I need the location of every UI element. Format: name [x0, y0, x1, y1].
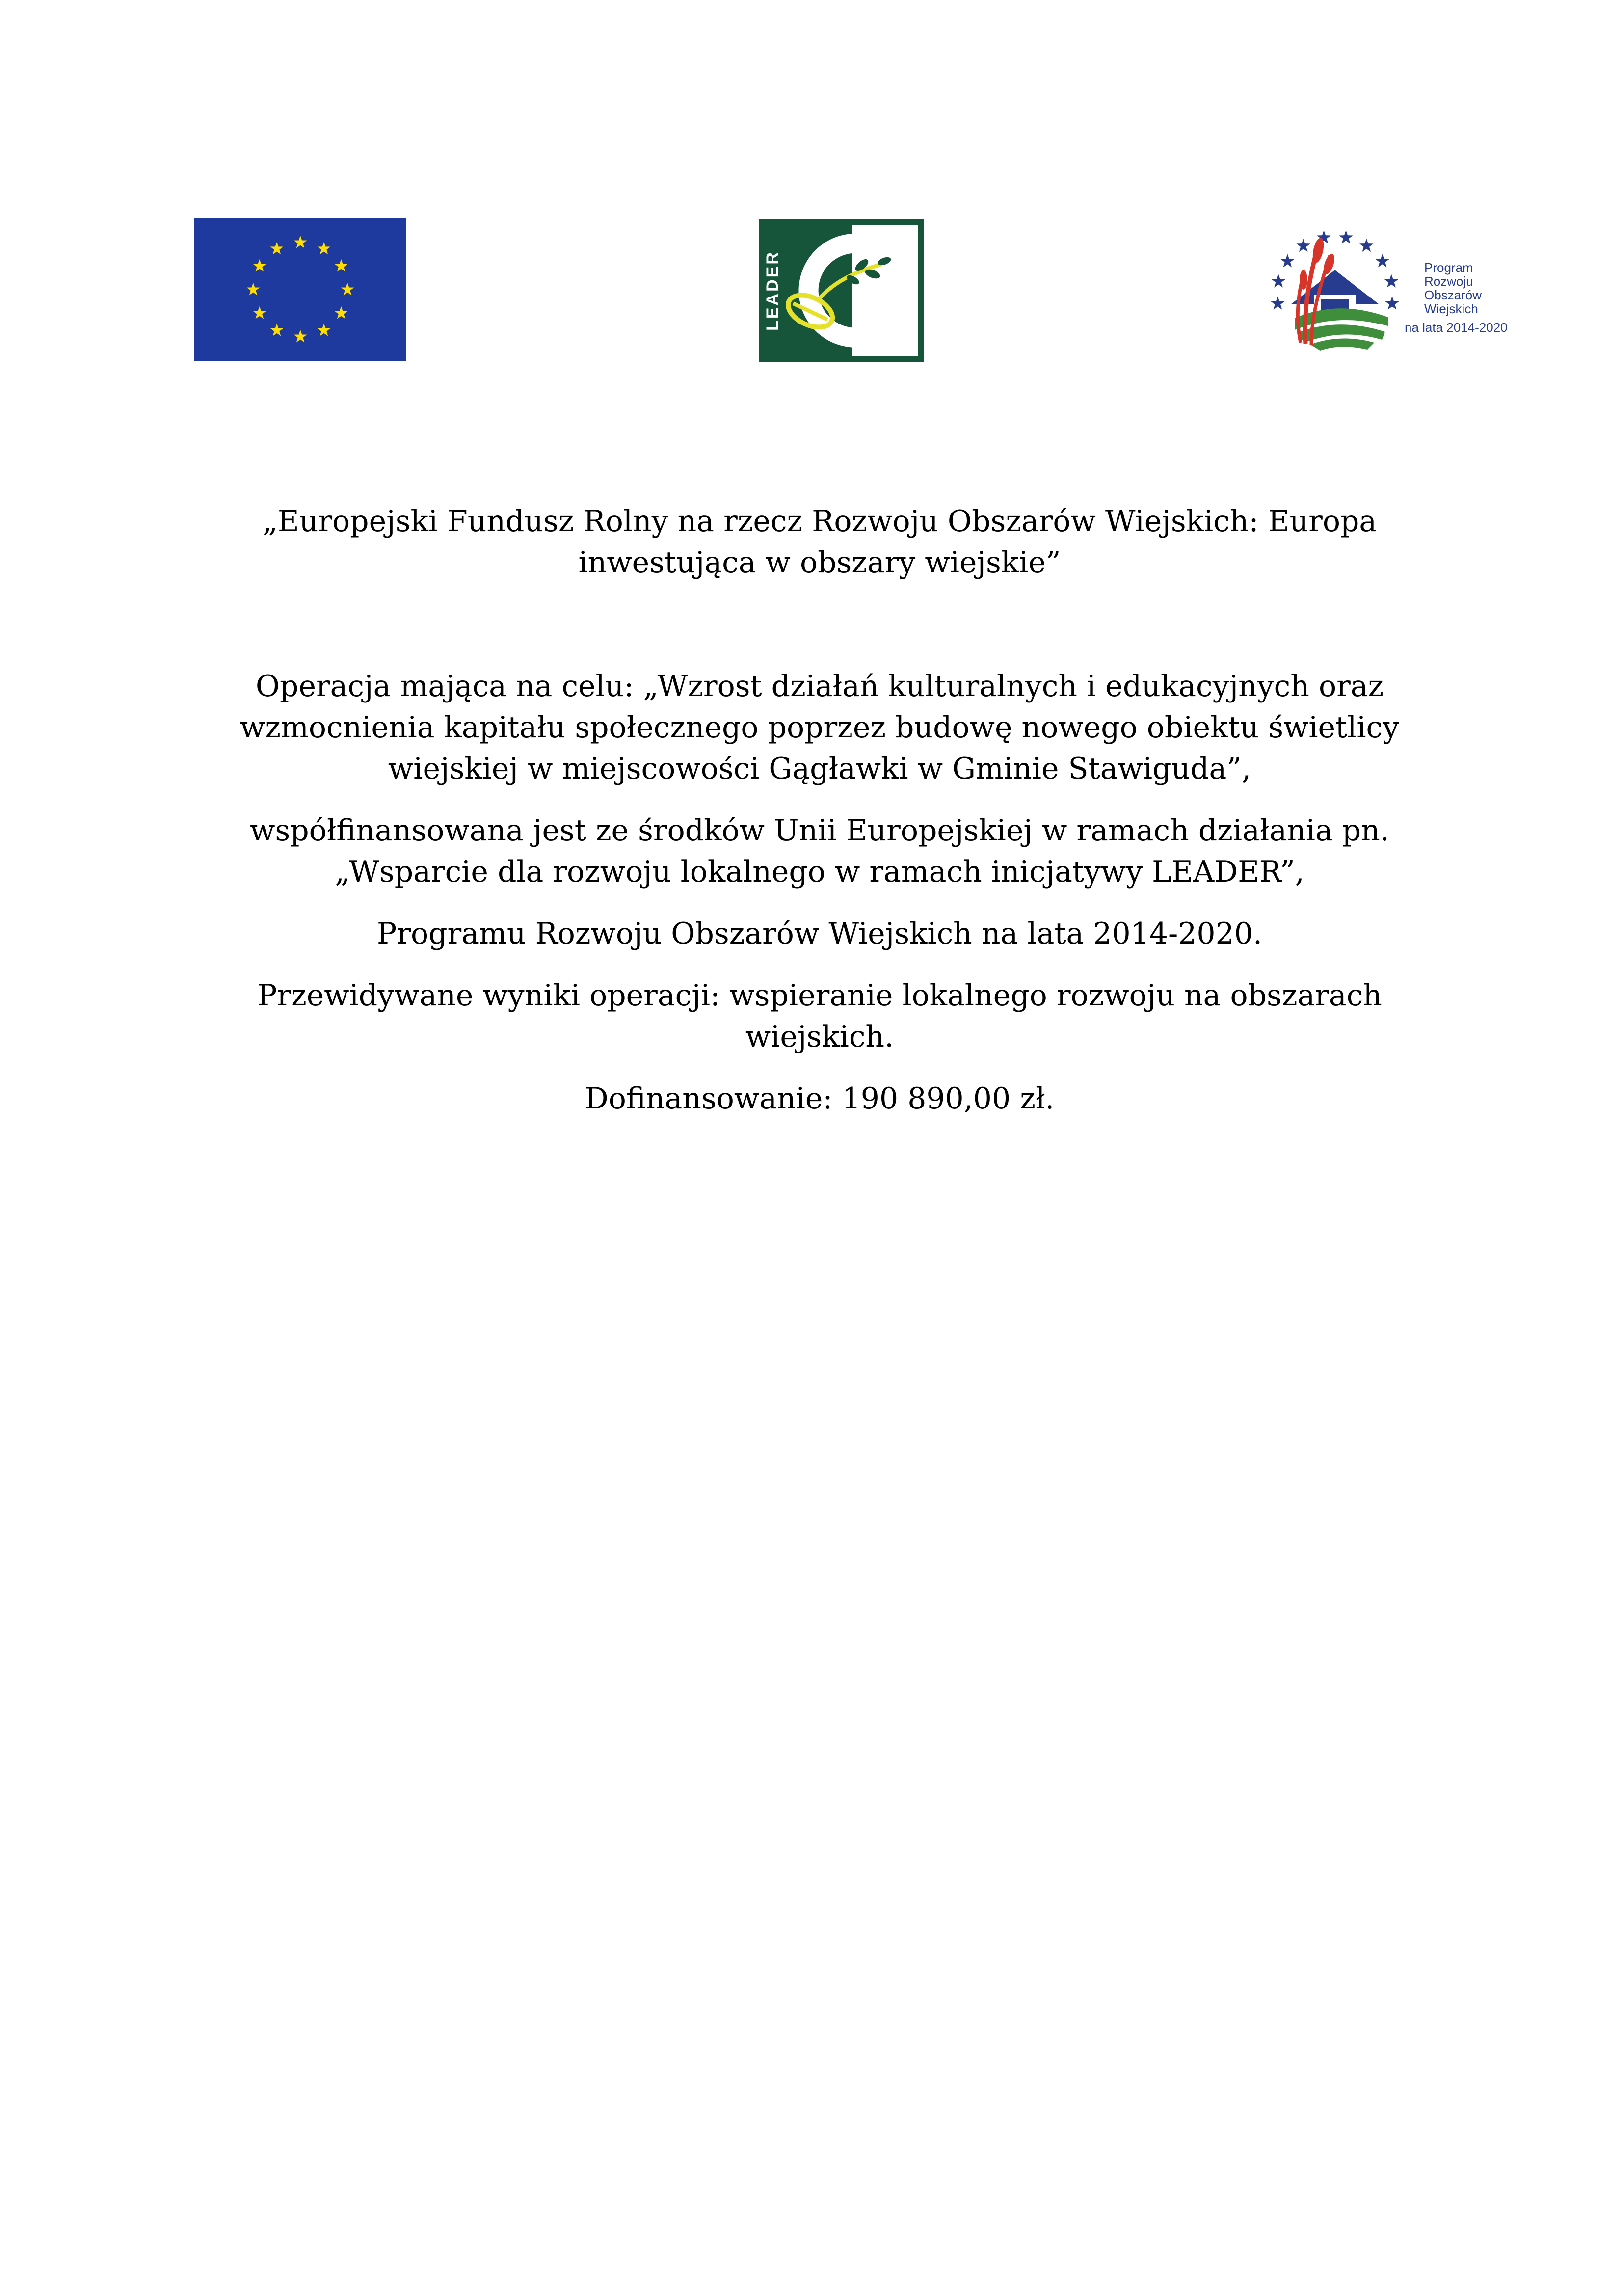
prow-years: na lata 2014-2020	[1405, 320, 1508, 335]
prow-line-3: Obszarów	[1424, 288, 1482, 302]
prow-line-4: Wiejskich	[1424, 301, 1478, 316]
program-line: Programu Rozwoju Obszarów Wiejskich na lata 2014-2020.	[376, 917, 1263, 951]
prow-star-icon	[1359, 239, 1374, 252]
prow-star-icon	[1296, 239, 1310, 252]
header-line-2: inwestująca w obszary wiejskie”	[578, 545, 1061, 580]
funding-paragraph	[206, 1078, 1433, 1119]
prow-star-icon	[1384, 274, 1399, 287]
leader-logo	[759, 219, 924, 362]
leader-logo-label: LEADER	[763, 250, 782, 331]
document-body	[206, 501, 1433, 1119]
prow-star-icon	[1385, 296, 1399, 309]
operation-line-1: Operacja mająca na celu: „Wzrost działań kulturalnych i edukacyjnych oraz	[255, 669, 1384, 703]
results-paragraph	[206, 975, 1433, 1057]
prow-star-icon	[1339, 230, 1353, 243]
operation-line-3: wiejskiej w miejscowości Gągławki w Gminie Stawiguda”,	[388, 752, 1251, 786]
eu-flag-logo	[194, 218, 406, 361]
prow-star-icon	[1272, 274, 1286, 287]
prow-logo	[1256, 221, 1531, 358]
funding-amount: Dofinansowanie: 190 890,00 zł.	[585, 1081, 1055, 1116]
prow-star-icon	[1375, 254, 1389, 267]
prow-line-2: Rozwoju	[1424, 274, 1473, 289]
header-line-1: „Europejski Fundusz Rolny na rzecz Rozwoju Obszarów Wiejskich: Europa	[262, 504, 1377, 539]
cofinancing-line-1: współfinansowana jest ze środków Unii Europejskiej w ramach działania pn.	[250, 813, 1389, 848]
operation-paragraph	[206, 666, 1433, 789]
cofinancing-paragraph	[206, 810, 1433, 892]
prow-line-1: Program	[1424, 260, 1473, 275]
prow-star-icon	[1280, 254, 1295, 267]
header-paragraph	[206, 501, 1433, 583]
prow-star-icon	[1271, 296, 1285, 309]
results-line-2: wiejskich.	[745, 1020, 894, 1054]
operation-line-2: wzmocnienia kapitału społecznego poprzez budowę nowego obiektu świetlicy	[239, 710, 1400, 745]
prow-emblem	[1271, 230, 1399, 351]
results-line-1: Przewidywane wyniki operacji: wspieranie lokalnego rozwoju na obszarach	[257, 978, 1382, 1013]
program-paragraph	[206, 913, 1433, 954]
cofinancing-line-2: „Wsparcie dla rozwoju lokalnego w ramach inicjatywy LEADER”,	[335, 855, 1304, 889]
